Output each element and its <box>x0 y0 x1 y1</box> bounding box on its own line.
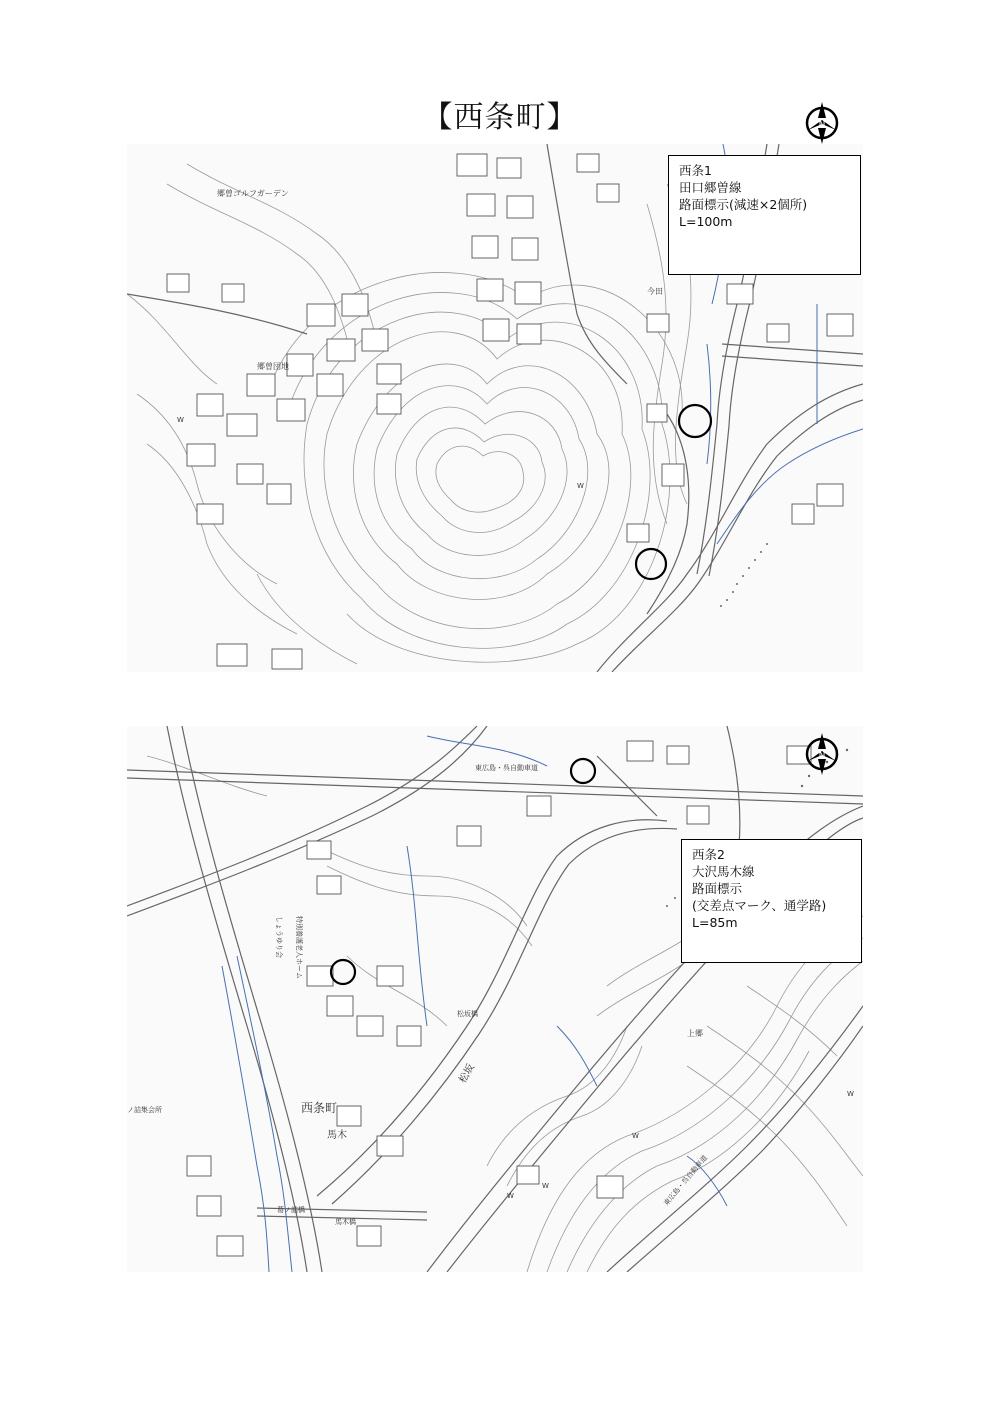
compass-north-icon <box>802 731 842 781</box>
target-marker-1 <box>679 405 711 437</box>
target-marker-2 <box>636 549 666 579</box>
info-length: L=100m <box>679 214 733 229</box>
target-marker-3 <box>571 759 595 783</box>
info-route: 田口郷曽線 <box>679 180 742 195</box>
target-marker-4 <box>331 960 355 984</box>
svg-text:W: W <box>632 1132 639 1140</box>
info-id: 西条2 <box>692 847 725 862</box>
svg-text:郷曽ゴルフガーデン: 郷曽ゴルフガーデン <box>217 189 289 198</box>
info-length: L=85m <box>692 915 738 930</box>
svg-text:東広島・呉自動車道: 東広島・呉自動車道 <box>475 764 538 772</box>
info-box-nishijo-2 <box>681 839 862 963</box>
info-work: 路面標示(減速×2個所) <box>679 197 808 212</box>
info-work: 路面標示 <box>692 881 743 896</box>
info-route: 大沢馬木線 <box>692 864 755 879</box>
map-2-drawing <box>127 726 863 1272</box>
svg-text:特別養護老人ホーム: 特別養護老人ホーム <box>295 916 303 979</box>
map-panel-nishijo-2 <box>127 726 863 1272</box>
svg-text:しょうゆり会: しょうゆり会 <box>275 916 283 958</box>
svg-text:馬木: 馬木 <box>327 1130 347 1141</box>
svg-text:東広島・呉自動車道: 東広島・呉自動車道 <box>662 1153 710 1208</box>
svg-text:N: N <box>818 120 826 130</box>
info-box-nishijo-1 <box>668 155 861 275</box>
info-id: 西条1 <box>679 163 712 178</box>
svg-text:W: W <box>542 1182 549 1190</box>
svg-text:上郷: 上郷 <box>687 1029 703 1038</box>
svg-text:馬木橋: 馬木橋 <box>335 1218 356 1226</box>
svg-text:今田: 今田 <box>647 287 663 296</box>
svg-text:W: W <box>847 1090 854 1098</box>
svg-text:W: W <box>177 416 184 424</box>
svg-text:葛ノ詰橋: 葛ノ詰橋 <box>277 1206 305 1214</box>
info-detail: (交差点マーク、通学路) <box>692 898 827 913</box>
svg-text:W: W <box>577 482 584 490</box>
compass-north-icon <box>802 100 842 150</box>
svg-text:郷曽団地: 郷曽団地 <box>257 362 289 371</box>
svg-text:松坂橋: 松坂橋 <box>457 1010 478 1018</box>
svg-text:N: N <box>818 751 826 761</box>
svg-text:ノ詰集会所: ノ詰集会所 <box>127 1106 162 1114</box>
svg-text:西条町: 西条町 <box>301 1101 338 1115</box>
page-title: 【西条町】 <box>422 100 578 135</box>
svg-text:松坂: 松坂 <box>457 1062 477 1086</box>
svg-text:W: W <box>507 1192 514 1200</box>
